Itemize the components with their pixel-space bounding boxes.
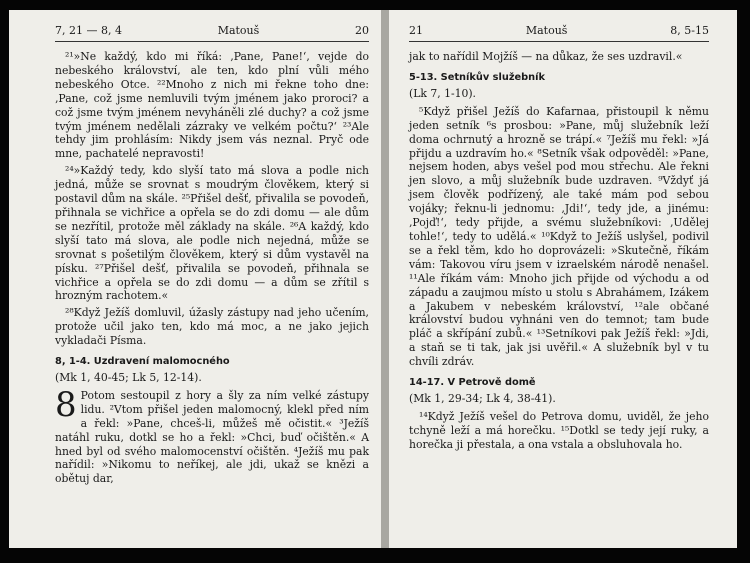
verse-range: 8, 5-15 bbox=[670, 24, 709, 37]
chapter-number: 8 bbox=[55, 384, 77, 425]
right-page bbox=[389, 10, 737, 548]
page-number: 21 bbox=[409, 24, 423, 37]
running-title: Matouš bbox=[217, 24, 260, 37]
cross-reference: (Mk 1, 40-45; Lk 5, 12-14). bbox=[55, 371, 202, 385]
verse-range: 7, 21 — 8, 4 bbox=[55, 24, 122, 37]
page-number: 20 bbox=[354, 24, 369, 37]
chapter-start bbox=[55, 384, 369, 486]
book-gutter bbox=[381, 10, 389, 548]
paragraph: ²¹»Ne každý, kdo mi říká: ‚Pane, Pane!‘, vejde do nebeského království, ale ten, kdo plní vůli mého nebeského Otce. ²²Mnoho z nich mi řekne toho dne: ‚Pane, což jsme nemluvili tvým jménem jako proroci? a což jsme tvým jménem nevyháněli zlé duchy? a což jsme tvým jménem nedělali zázraky ve velkém počtu?‘ ²³Ale tehdy jim prohlásím: Nikdy jsem vás neznal. Pryč ode mne, pachatelé nepravosti! bbox=[55, 50, 369, 161]
right-page-header bbox=[409, 24, 709, 42]
cross-reference: (Lk 7, 1-10). bbox=[409, 86, 476, 100]
left-page-header bbox=[55, 24, 369, 42]
paragraph: jak to nařídil Mojžíš — na důkaz, že ses uzdravil.« bbox=[409, 50, 683, 63]
section-heading: 14-17. V Petrově domě bbox=[409, 377, 536, 389]
section-heading: 5-13. Setníkův služebník bbox=[409, 71, 546, 83]
paragraph: ²⁴»Každý tedy, kdo slyší tato má slova a podle nich jedná, může se srovnat s moudrým člověkem, který si postavil dům na skále. ²⁵Přišel dešť, přivalila se povodeň, přihnala se vichřice a opřela se do zdi domu — ale dům se nezřítil, protože měl základy na skále. ²⁶A každý, kdo slyší tato má slova, ale podle nich nejedná, může se srovnat s pošetilým člověkem, který si dům vystavěl na písku. ²⁷Přišel dešť, přivalila se povodeň, přihnala se vichřice a opřela se do zdi domu — a dům se zřítil s hrozným rachotem.« bbox=[55, 164, 369, 303]
section-heading: 8, 1-4. Uzdravení malomocného bbox=[55, 356, 230, 368]
paragraph: ⁵Když přišel Ježíš do Kafarnaa, přistoupil k němu jeden setník ⁶s prosbou: »Pane, můj služebník leží doma ochrnutý a hrozně se trápí.« ⁷Ježíš mu řekl: »Já přijdu a uzdravím ho.« ⁸Setník však odpověděl: »Pane, nejsem hoden, abys vešel pod mou střechu. Ale řekni jen slovo, a můj služebník bude uzdraven. ⁹Vždyť já jsem člověk podřízený, ale také mám pod sebou vojáky; řeknu-li jednomu: ‚Jdi!‘, tedy jde, a jinému: ‚Pojď!‘, tedy přijde, a svému služebníkovi: ‚Udělej tohle!‘, tedy to udělá.« ¹⁰Když to Ježíš uslyšel, podivil se a řekl těm, kdo ho doprovázeli: »Skutečně, říkám vám: Takovou víru jsem v izraelském národě nenašel. ¹¹Ale říkám vám: Mnoho jich přijde od východu a od západu a zaujmou místo u stolu s Abrahámem, Izákem a Jakubem v nebeském království, ¹²ale občané království budou vyhnáni ven do temnot; tam bude pláč a skřípání zubů.« ¹³Setníkovi pak Ježíš řekl: »Jdi, a staň se ti tak, jak jsi uvěřil.« A služebník byl v tu chvíli zdráv. bbox=[409, 104, 709, 369]
paragraph: Potom sestoupil z hory a šly za ním velké zástupy lidu. ²Vtom přišel jeden malomocný, klekl před ním a řekl: »Pane, chceš-li, můžeš mě očistit.« ³Ježíš natáhl ruku, dotkl se ho a řekl: »Chci, buď očištěn.« A hned byl od svého malomocenství očištěn. ⁴Ježíš mu pak nařídil: »Nikomu to neříkej, ale jdi, ukaž se knězi a obětuj dar, bbox=[55, 388, 369, 486]
left-page bbox=[9, 10, 381, 548]
cross-reference: (Mk 1, 29-34; Lk 4, 38-41). bbox=[409, 392, 556, 406]
paragraph: ¹⁴Když Ježíš vešel do Petrova domu, uviděl, že jeho tchyně leží a má horečku. ¹⁵Dotkl se tedy její ruky, a horečka ji přestala, a ona vstala a obsluhovala ho. bbox=[409, 409, 709, 451]
paragraph: ²⁸Když Ježíš domluvil, úžasly zástupy nad jeho učením, protože učil jako ten, kdo má moc, a ne jako jejich vykladači Písma. bbox=[55, 306, 369, 348]
running-title: Matouš bbox=[525, 24, 568, 37]
